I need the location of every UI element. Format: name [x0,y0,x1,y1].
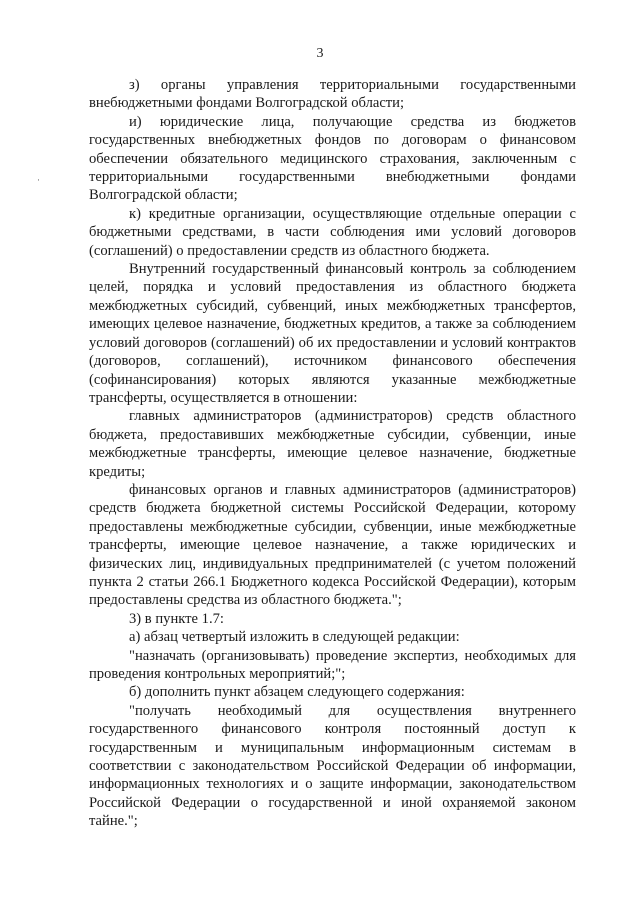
document-body [89,76,576,831]
paragraph: а) абзац четвертый изложить в следующей редакции: [129,629,460,646]
paragraph: к) кредитные организации, осуществляющие отдельные операции с бюджетными средствами, в части соблюдения ими условий договоров (соглашений) о предоставлении средств из областного бюджета. [89,205,576,259]
paragraph: "назначать (организовывать) проведение экспертиз, необходимых для проведения контрольных мероприятий;"; [89,647,576,682]
paragraph: и) юридические лица, получающие средства из бюджетов государственных внебюджетных фондов по договорам о финансовом обеспечении обязательного медицинского страхования, заключенным с территориальными государственными внебюджетными фондами Волгоградской области; [89,113,576,204]
paragraph: финансовых органов и главных администраторов (администраторов) средств бюджета бюджетной системы Российской Федерации, которому предоставлены межбюджетные субсидии, субвенции, иные межбюджетные трансферты, имеющие целевое назначение, а также юридических и физических лиц, индивидуальных предпринимателей (с учетом положений пункта 2 статьи 266.1 Бюджетного кодекса Российской Федерации), которым предоставлены средства из областного бюджета."; [89,481,576,609]
paragraph: б) дополнить пункт абзацем следующего содержания: [129,684,465,701]
paragraph: главных администраторов (администраторов) средств областного бюджета, предоставивших межбюджетные субсидии, субвенции, иные межбюджетные трансферты, имеющие целевое назначение, бюджетные кредиты; [89,408,576,480]
paragraph: "получать необходимый для осуществления внутреннего государственного финансового контроля постоянный доступ к государственным и муниципальным информационным системам в соответствии с законодательством Российской Федерации об информации, информационных технологиях и о защите информации, законодательством Российской Федерации о государственной и иной охраняемой законом тайне."; [89,702,576,830]
paragraph: 3) в пункте 1.7: [129,610,224,627]
paragraph: з) органы управления территориальными государственными внебюджетными фондами Волгоградской области; [89,77,576,112]
margin-mark: · [37,175,40,185]
paragraph: Внутренний государственный финансовый контроль за соблюдением целей, порядка и условий предоставления из областного бюджета межбюджетных субсидий, субвенций, иных межбюджетных трансфертов, имеющих целевое назначение, бюджетных кредитов, а также за соблюдением условий договоров (соглашений) об их предоставлении и условий контрактов (договоров, соглашений), источником финансового обеспечения (софинансирования) которых являются указанные межбюджетные трансферты, осуществляется в отношении: [89,261,576,406]
page-number: 3 [316,46,324,61]
